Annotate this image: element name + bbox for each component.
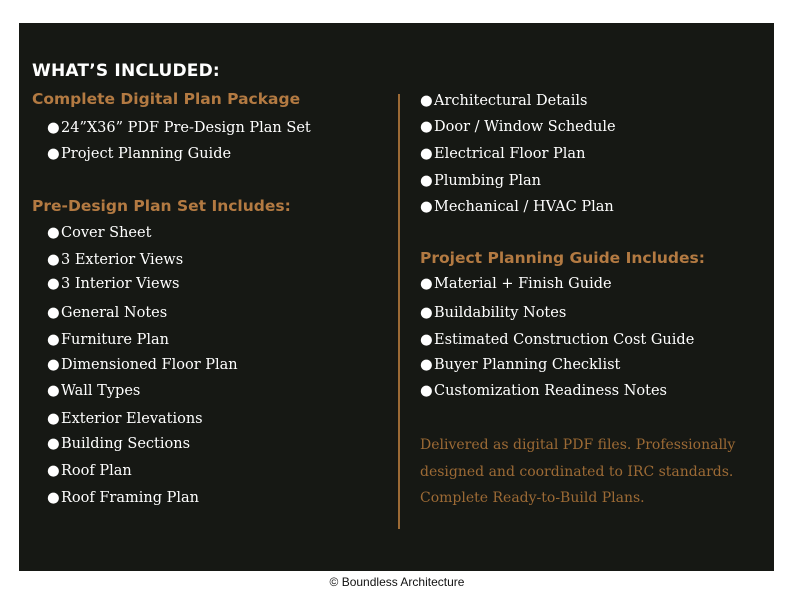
note-line: Delivered as digital PDF files. Professionally (420, 437, 736, 453)
page-title: WHAT’S INCLUDED: (32, 61, 220, 81)
list-item: ●24”X36” PDF Pre-Design Plan Set (47, 120, 311, 136)
list-item: ●Architectural Details (420, 93, 588, 109)
bullet-icon: ● (47, 490, 60, 506)
list-item: ●Mechanical / HVAC Plan (420, 199, 614, 215)
list-item: ●Cover Sheet (47, 225, 152, 241)
bullet-icon: ● (47, 463, 60, 479)
bullet-icon: ● (47, 276, 60, 292)
list-item: ●Door / Window Schedule (420, 119, 616, 135)
bullet-icon: ● (47, 411, 60, 427)
bullet-icon: ● (47, 305, 60, 321)
delivery-note (420, 432, 750, 512)
list-item: ●Exterior Elevations (47, 411, 203, 427)
list-item: ●Plumbing Plan (420, 173, 542, 189)
bullet-icon: ● (47, 252, 60, 268)
list-item: ●Roof Plan (47, 463, 132, 479)
bullet-icon: ● (420, 276, 433, 292)
bullet-icon: ● (420, 146, 433, 162)
bullet-icon: ● (420, 119, 433, 135)
bullet-icon: ● (47, 383, 60, 399)
list-item: ●Customization Readiness Notes (420, 383, 667, 399)
bullet-icon: ● (420, 173, 433, 189)
list-item: ●General Notes (47, 305, 168, 321)
list-item: ●Buyer Planning Checklist (420, 357, 621, 373)
bullet-icon: ● (420, 357, 433, 373)
bullet-icon: ● (47, 436, 60, 452)
guide-heading: Project Planning Guide Includes: (420, 249, 705, 267)
plan-set-heading: Pre-Design Plan Set Includes: (32, 197, 291, 215)
bullet-icon: ● (47, 332, 60, 348)
list-item: ●Buildability Notes (420, 305, 567, 321)
bullet-icon: ● (420, 383, 433, 399)
bullet-icon: ● (47, 120, 60, 136)
bullet-icon: ● (47, 357, 60, 373)
list-item: ●Wall Types (47, 383, 141, 399)
bullet-icon: ● (420, 199, 433, 215)
bullet-icon: ● (420, 332, 433, 348)
bullet-icon: ● (420, 305, 433, 321)
list-item: ●Building Sections (47, 436, 191, 452)
list-item: ●Material + Finish Guide (420, 276, 612, 292)
note-line: designed and coordinated to IRC standards. (420, 463, 734, 480)
column-divider (398, 94, 400, 529)
bullet-icon: ● (47, 225, 60, 241)
list-item: ●Dimensioned Floor Plan (47, 357, 238, 373)
included-panel (19, 23, 774, 571)
bullet-icon: ● (47, 146, 60, 162)
list-item: ●3 Exterior Views (47, 252, 184, 268)
list-item: ●Furniture Plan (47, 332, 169, 348)
list-item: ●Estimated Construction Cost Guide (420, 332, 695, 348)
bullet-icon: ● (420, 93, 433, 109)
list-item: ●Roof Framing Plan (47, 490, 199, 506)
note-line: Complete Ready-to-Build Plans. (420, 490, 645, 506)
list-item: ●3 Interior Views (47, 276, 180, 292)
package-heading: Complete Digital Plan Package (32, 90, 301, 108)
copyright-footer: © Boundless Architecture (329, 575, 465, 589)
list-item: ●Project Planning Guide (47, 146, 232, 162)
list-item: ●Electrical Floor Plan (420, 146, 586, 162)
